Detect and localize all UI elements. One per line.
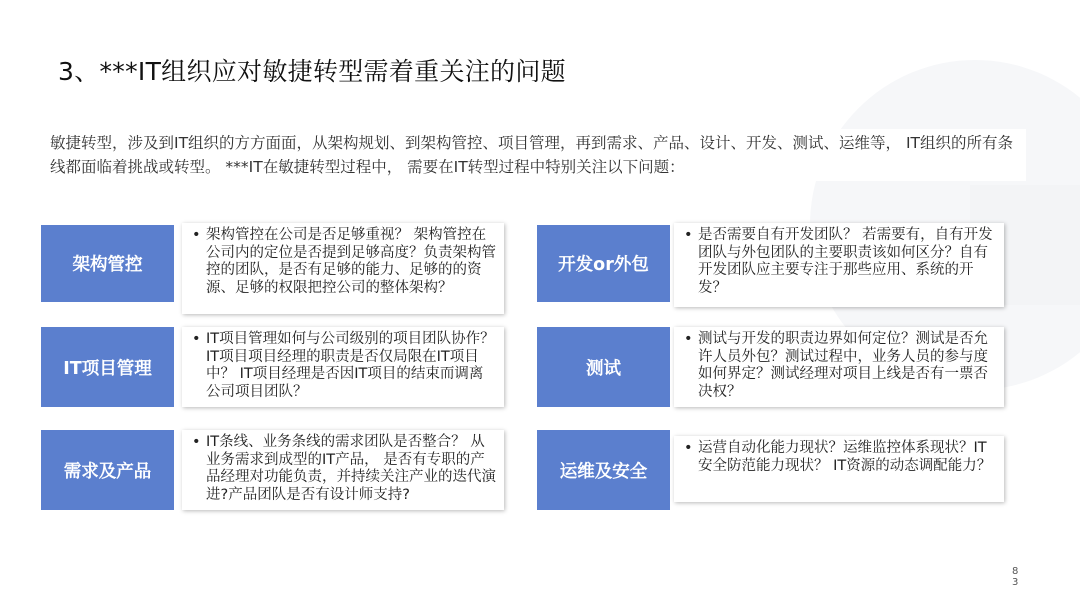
card-description	[182, 430, 504, 510]
page-number: 83	[1012, 566, 1019, 588]
card-description	[674, 327, 1004, 407]
card-description	[182, 223, 504, 314]
card-text: IT条线、业务条线的需求团队是否整合？ 从业务需求到成型的IT产品， 是否有专职的产品经理对功能负责，并持续关注产业的迭代演进?产品团队是否有设计师支持?	[206, 434, 496, 503]
bullet-icon: •	[192, 331, 201, 347]
bullet-icon: •	[192, 434, 201, 450]
card-label: IT项目管理	[41, 327, 174, 407]
bullet-icon: •	[684, 227, 693, 243]
card-description	[674, 223, 1004, 307]
slide-title: 3、***IT组织应对敏捷转型需着重关注的问题	[58, 57, 566, 86]
card-text: 是否需要自有开发团队？ 若需要有，自有开发团队与外包团队的主要职责该如何区分？自有开发团队应主要专注于那些应用、系统的开发？	[698, 227, 993, 296]
card-label: 运维及安全	[537, 430, 670, 510]
intro-paragraph: 敏捷转型，涉及到IT组织的方方面面，从架构规划、到架构管控、项目管理，再到需求、产品、设计、开发、测试、运维等， IT组织的所有条线都面临着挑战或转型。 ***IT在敏捷转型过程中， 需要在IT转型过程中特别关注以下问题：	[44, 129, 1026, 181]
card-text: 运营自动化能力现状？运维监控体系现状？IT安全防范能力现状？ IT资源的动态调配能力？	[698, 440, 992, 474]
card-text: 测试与开发的职责边界如何定位？测试是否允许人员外包？测试过程中，业务人员的参与度如何界定？测试经理对项目上线是否有一票否决权？	[698, 331, 988, 400]
bullet-icon: •	[192, 227, 201, 243]
card-label: 需求及产品	[41, 430, 174, 510]
card-description	[674, 436, 1004, 502]
card-label: 开发or外包	[537, 225, 670, 302]
bullet-icon: •	[684, 440, 693, 456]
card-label: 测试	[537, 327, 670, 407]
card-text: 架构管控在公司是否足够重视？ 架构管控在公司内的定位是否提到足够高度？负责架构管控的团队，是否有足够的能力、足够的的资源、足够的权限把控公司的整体架构？	[206, 227, 496, 296]
bullet-icon: •	[684, 331, 693, 347]
card-text: IT项目管理如何与公司级别的项目团队协作？IT项目项目经理的职责是否仅局限在IT项目中？ IT项目经理是否因IT项目的结束而调离公司项目团队？	[206, 331, 495, 400]
card-label: 架构管控	[41, 225, 174, 302]
card-description	[182, 327, 504, 407]
